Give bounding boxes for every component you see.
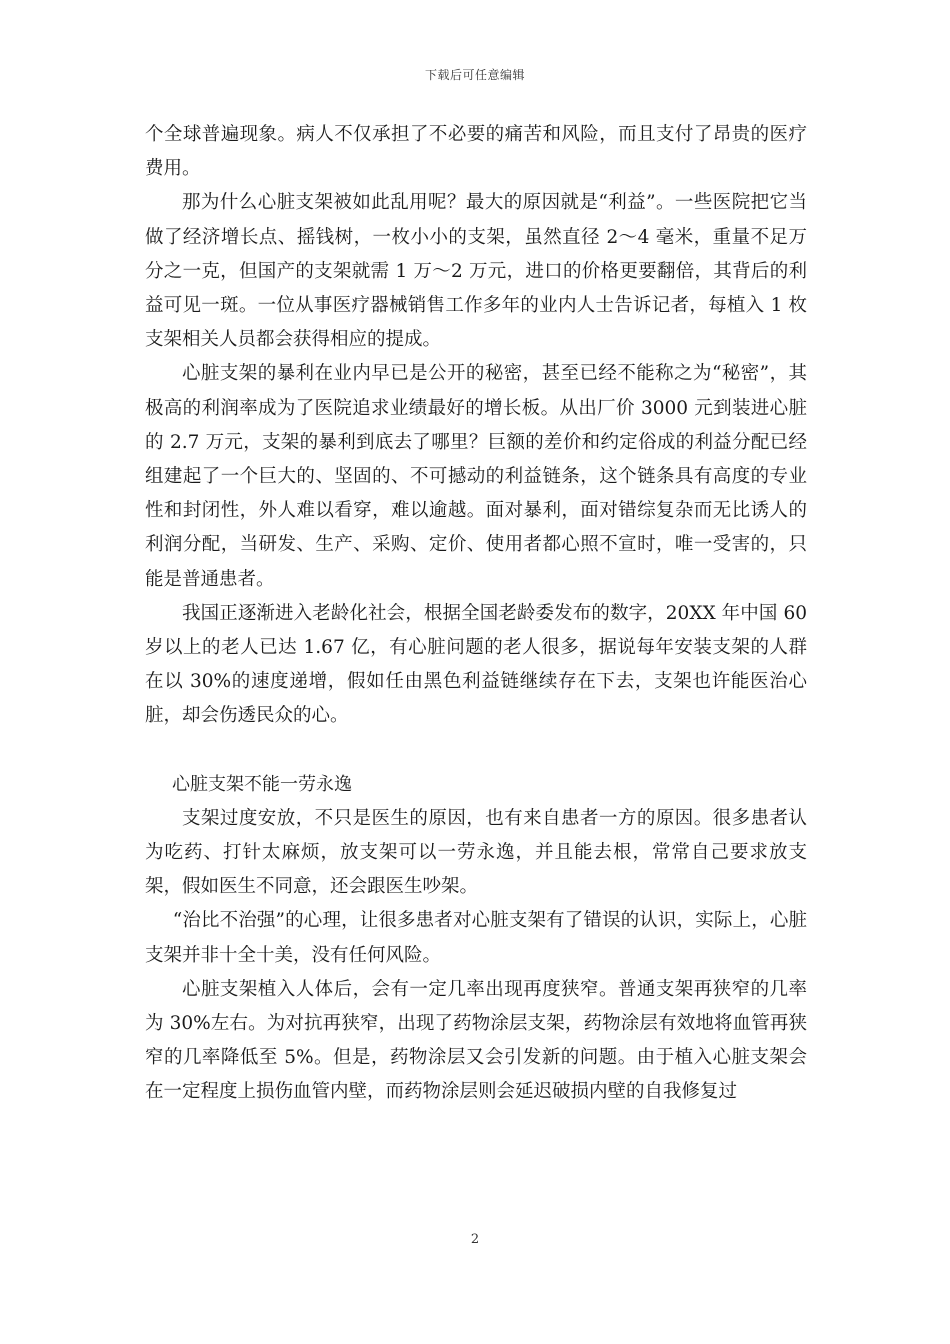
paragraph: 那为什么心脏支架被如此乱用呢？最大的原因就是“利益”。一些医院把它当做了经济增长点、摇钱树，一枚小小的支架，虽然直径 2～4 毫米，重量不足万分之一克，但国产的支架就需 1 万～2 万元，进口的价格更要翻倍，其背后的利益可见一斑。一位从事医疗器械销售工作多年的业内人士告诉记者，每植入 1 枚支架相关人员都会获得相应的提成。 <box>145 192 807 351</box>
paragraph-continued: 个全球普遍现象。病人不仅承担了不必要的痛苦和风险，而且支付了昂贵的医疗费用。 <box>145 124 807 180</box>
page-number: 2 <box>470 1232 480 1247</box>
paragraph: 心脏支架植入人体后，会有一定几率出现再度狭窄。普通支架再狭窄的几率为 30%左右。为对抗再狭窄，出现了药物涂层支架，药物涂层有效地将血管再狭窄的几率降低至 5%。但是，药物涂层又会引发新的问题。由于植入心脏支架会在一定程度上损伤血管内壁，而药物涂层则会延迟破损内壁的自我修复过 <box>145 978 807 1103</box>
section-spacer <box>145 734 807 768</box>
document-body <box>145 118 807 1110</box>
paragraph: 心脏支架的暴利在业内早已是公开的秘密，甚至已经不能称之为“秘密”，其极高的利润率成为了医院追求业绩最好的增长板。从出厂价 3000 元到装进心脏的 2.7 万元，支架的暴利到底去了哪里？巨额的差价和约定俗成的利益分配已经组建起了一个巨大的、坚固的、不可撼动的利益链条，这个链条具有高度的专业性和封闭性，外人难以看穿，难以逾越。面对暴利，面对错综复杂而无比诱人的利润分配，当研发、生产、采购、定价、使用者都心照不宣时，唯一受害的，只能是普通患者。 <box>145 363 807 590</box>
paragraph: “治比不治强”的心理，让很多患者对心脏支架有了错误的认识，实际上，心脏支架并非十全十美，没有任何风险。 <box>145 910 807 966</box>
section-title: 心脏支架不能一劳永逸 <box>172 773 352 795</box>
page-header: 下载后可任意编辑 <box>424 68 525 82</box>
paragraph: 我国正逐渐进入老龄化社会，根据全国老龄委发布的数字，20XX 年中国 60 岁以上的老人已达 1.67 亿，有心脏问题的老人很多，据说每年安装支架的人群在以 30%的速度递增，假如任由黑色利益链继续存在下去，支架也许能医治心脏，却会伤透民众的心。 <box>145 602 807 727</box>
paragraph: 支架过度安放，不只是医生的原因，也有来自患者一方的原因。很多患者认为吃药、打针太麻烦，放支架可以一劳永逸，并且能去根，常常自己要求放支架，假如医生不同意，还会跟医生吵架。 <box>145 807 807 898</box>
